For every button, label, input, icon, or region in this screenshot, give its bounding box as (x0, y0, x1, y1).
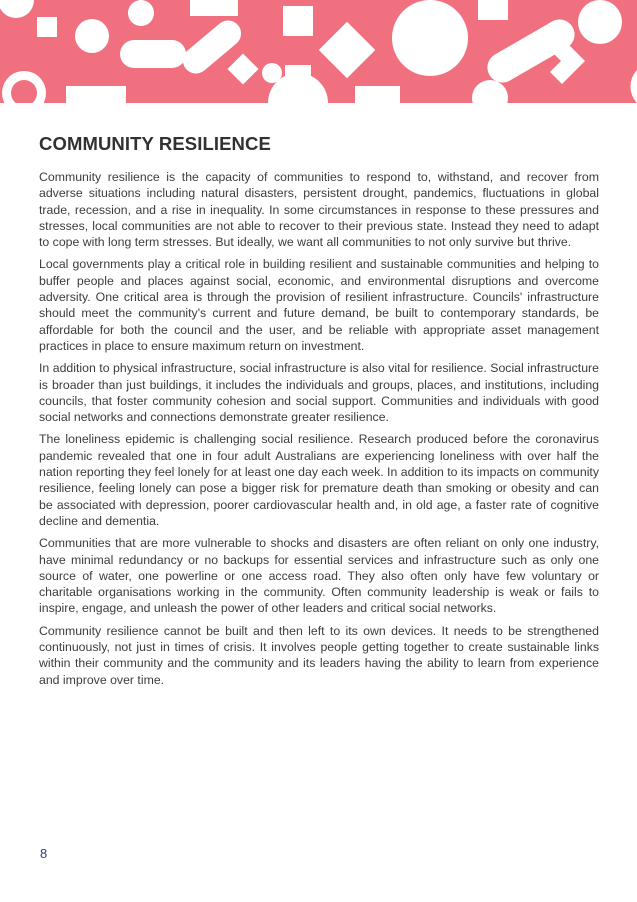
paragraph-5: Communities that are more vulnerable to shocks and disasters are often reliant on only one industry, have minimal redundancy or no backups for essential services and infrastructure such as only one source of water, one powerline or one access road. They also often only have few voluntary or charitable organisations working in the community. Often community leadership is weak or fails to inspire, engage, and unleash the power of other leaders and critical social networks. (39, 536, 599, 616)
geometric-pattern (0, 0, 637, 103)
header-banner (0, 0, 637, 103)
article (39, 133, 599, 694)
paragraph-2: Local governments play a critical role in building resilient and sustainable communities and helping to buffer people and places against social, economic, and environmental disruptions and overcome adversity. One critical area is through the provision of resilient infrastructure. Councils' infrastructure should meet the community's current and future demand, be built to contemporary standards, be affordable for both the council and the user, and be reliable with appropriate asset management practices in place to ensure maximum return on investment. (39, 257, 599, 353)
paragraph-1: Community resilience is the capacity of communities to respond to, withstand, and recover from adverse situations including natural disasters, persistent drought, pandemics, fluctuations in global trade, recession, and a rise in inequality. In some circumstances in response to these pressures and stresses, local communities are not able to recover to their previous state. Instead they need to adapt to cope with long term stresses. But ideally, we want all communities to not only survive but thrive. (39, 170, 599, 250)
paragraph-6: Community resilience cannot be built and then left to its own devices. It needs to be strengthened continuously, not just in times of crisis. It involves people getting together to create sustainable links within their community and the community and its leaders having the ability to learn from experience and improve over time. (39, 623, 599, 687)
page-title: COMMUNITY RESILIENCE (39, 133, 271, 154)
paragraph-3: In addition to physical infrastructure, social infrastructure is also vital for resilience. Social infrastructure is broader than just buildings, it includes the individuals and groups, places, and institutions, including councils, that foster community cohesion and social support. Communities and individuals with good social networks and connections demonstrate greater resilience. (39, 361, 599, 425)
page-number: 8 (40, 846, 48, 861)
paragraph-4: The loneliness epidemic is challenging social resilience. Research produced before the coronavirus pandemic revealed that one in four adult Australians are experiencing loneliness with over half the nation reporting they feel lonely for at least one day each week. In addition to its impacts on community resilience, feeling lonely can pose a bigger risk for premature death than smoking or obesity and can be associated with depression, poorer cardiovascular health and, in old age, a faster rate of cognitive decline and dementia. (39, 432, 599, 528)
